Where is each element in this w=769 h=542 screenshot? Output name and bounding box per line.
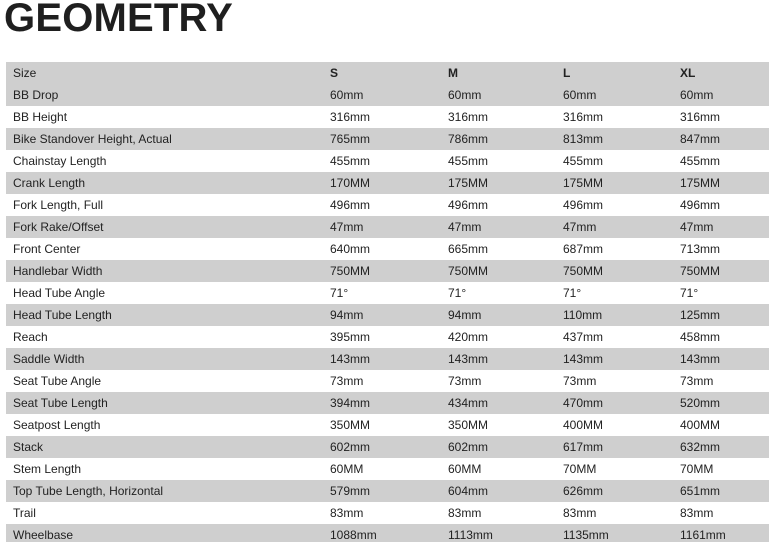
value-s-cell: 455mm (330, 154, 371, 168)
row-label-cell: Chainstay Length (13, 154, 107, 168)
row-label-cell: BB Height (13, 110, 68, 124)
row-label-cell: Fork Length, Full (13, 198, 104, 212)
row-label-cell: Crank Length (13, 176, 86, 190)
value-l-cell: 71° (563, 286, 582, 300)
value-m-cell: 602mm (448, 440, 489, 454)
table-row (6, 150, 769, 172)
value-xl-cell: 750MM (680, 264, 721, 278)
value-xl-cell: 47mm (680, 220, 714, 234)
table-row (6, 172, 769, 194)
value-m-cell: 455mm (448, 154, 489, 168)
table-row (6, 348, 769, 370)
table-row (6, 194, 769, 216)
value-m-cell: 420mm (448, 330, 489, 344)
value-m-cell: 1113mm (448, 528, 493, 542)
value-l-cell: 470mm (563, 396, 604, 410)
value-xl-cell: 175MM (680, 176, 721, 190)
value-s-cell: 60mm (330, 88, 364, 102)
value-s-cell: 496mm (330, 198, 371, 212)
value-s-cell: 579mm (330, 484, 371, 498)
value-m-cell: 175MM (448, 176, 489, 190)
geometry-table (6, 62, 769, 542)
value-s-cell: 47mm (330, 220, 364, 234)
value-xl-cell: 60mm (680, 88, 714, 102)
value-m-cell: 94mm (448, 308, 482, 322)
value-s-cell: 71° (330, 286, 349, 300)
value-xl-cell: 83mm (680, 506, 714, 520)
row-label-cell: Handlebar Width (13, 264, 103, 278)
value-s-cell: 1088mm (330, 528, 377, 542)
header-row (6, 62, 769, 84)
value-m-cell: 750MM (448, 264, 489, 278)
row-label-cell: Top Tube Length, Horizontal (13, 484, 164, 498)
value-s-cell: 143mm (330, 352, 371, 366)
row-label-cell: Stem Length (13, 462, 82, 476)
value-l-cell: 110mm (563, 308, 603, 322)
value-m-cell: 434mm (448, 396, 489, 410)
value-l-cell: 175MM (563, 176, 604, 190)
value-l-cell: 60mm (563, 88, 597, 102)
value-xl-cell: 70MM (680, 462, 714, 476)
table-row (6, 414, 769, 436)
table-row (6, 282, 769, 304)
row-label-cell: Trail (13, 506, 36, 520)
value-s-cell: 94mm (330, 308, 364, 322)
value-l-cell: 316mm (563, 110, 604, 124)
value-l-cell: 626mm (563, 484, 604, 498)
value-l-cell: 455mm (563, 154, 604, 168)
value-xl-cell: 71° (680, 286, 699, 300)
value-l-cell: 1135mm (563, 528, 609, 542)
value-m-cell: 83mm (448, 506, 482, 520)
header-m: M (448, 66, 458, 80)
value-xl-cell: 400MM (680, 418, 721, 432)
value-l-cell: 47mm (563, 220, 597, 234)
value-m-cell: 71° (448, 286, 467, 300)
table-row (6, 106, 769, 128)
header-xl: XL (680, 66, 696, 80)
table-row (6, 370, 769, 392)
value-xl-cell: 143mm (680, 352, 721, 366)
table-row (6, 304, 769, 326)
header-size: Size (13, 66, 37, 80)
value-xl-cell: 713mm (680, 242, 721, 256)
value-l-cell: 70MM (563, 462, 597, 476)
value-xl-cell: 1161mm (680, 528, 726, 542)
value-l-cell: 400MM (563, 418, 604, 432)
value-m-cell: 60MM (448, 462, 482, 476)
value-s-cell: 395mm (330, 330, 371, 344)
value-xl-cell: 458mm (680, 330, 721, 344)
value-l-cell: 83mm (563, 506, 597, 520)
value-l-cell: 617mm (563, 440, 604, 454)
value-s-cell: 640mm (330, 242, 371, 256)
value-l-cell: 143mm (563, 352, 604, 366)
table-row (6, 260, 769, 282)
header-l: L (563, 66, 571, 80)
value-xl-cell: 651mm (680, 484, 721, 498)
value-xl-cell: 632mm (680, 440, 721, 454)
value-s-cell: 602mm (330, 440, 371, 454)
value-m-cell: 786mm (448, 132, 489, 146)
row-label-cell: Bike Standover Height, Actual (13, 132, 172, 146)
value-s-cell: 73mm (330, 374, 364, 388)
row-label-cell: Head Tube Angle (13, 286, 106, 300)
row-label-cell: Seat Tube Angle (13, 374, 102, 388)
value-xl-cell: 316mm (680, 110, 721, 124)
value-s-cell: 350MM (330, 418, 371, 432)
row-label-cell: Reach (13, 330, 48, 344)
page-title: GEOMETRY (4, 0, 234, 40)
value-s-cell: 83mm (330, 506, 364, 520)
header-s: S (330, 66, 339, 80)
row-label-cell: Seat Tube Length (13, 396, 108, 410)
value-s-cell: 60MM (330, 462, 364, 476)
value-l-cell: 750MM (563, 264, 604, 278)
table-row (6, 524, 769, 542)
value-xl-cell: 520mm (680, 396, 721, 410)
row-label-cell: Fork Rake/Offset (13, 220, 104, 234)
value-s-cell: 394mm (330, 396, 371, 410)
value-xl-cell: 455mm (680, 154, 721, 168)
value-l-cell: 813mm (563, 132, 604, 146)
value-l-cell: 687mm (563, 242, 604, 256)
row-label-cell: Seatpost Length (13, 418, 101, 432)
row-label-cell: Head Tube Length (13, 308, 112, 322)
value-m-cell: 143mm (448, 352, 489, 366)
table-header (6, 62, 769, 84)
value-l-cell: 437mm (563, 330, 604, 344)
row-label-cell: BB Drop (13, 88, 59, 102)
value-s-cell: 170MM (330, 176, 371, 190)
value-s-cell: 750MM (330, 264, 371, 278)
row-label-cell: Wheelbase (13, 528, 74, 542)
table-row (6, 238, 769, 260)
table-row (6, 480, 769, 502)
value-m-cell: 665mm (448, 242, 489, 256)
value-xl-cell: 125mm (680, 308, 721, 322)
value-m-cell: 496mm (448, 198, 489, 212)
value-m-cell: 47mm (448, 220, 482, 234)
table-row (6, 458, 769, 480)
table-row (6, 84, 769, 106)
table-row (6, 392, 769, 414)
table-row (6, 128, 769, 150)
value-xl-cell: 496mm (680, 198, 721, 212)
value-xl-cell: 73mm (680, 374, 714, 388)
value-l-cell: 496mm (563, 198, 604, 212)
row-label-cell: Front Center (13, 242, 81, 256)
value-m-cell: 316mm (448, 110, 489, 124)
value-s-cell: 765mm (330, 132, 371, 146)
table-body (6, 84, 769, 542)
table-row (6, 436, 769, 458)
table-row (6, 216, 769, 238)
value-m-cell: 73mm (448, 374, 482, 388)
row-label-cell: Stack (13, 440, 44, 454)
value-m-cell: 350MM (448, 418, 489, 432)
value-xl-cell: 847mm (680, 132, 721, 146)
value-m-cell: 60mm (448, 88, 482, 102)
value-m-cell: 604mm (448, 484, 489, 498)
table-row (6, 326, 769, 348)
value-l-cell: 73mm (563, 374, 597, 388)
value-s-cell: 316mm (330, 110, 371, 124)
table-row (6, 502, 769, 524)
row-label-cell: Saddle Width (13, 352, 85, 366)
